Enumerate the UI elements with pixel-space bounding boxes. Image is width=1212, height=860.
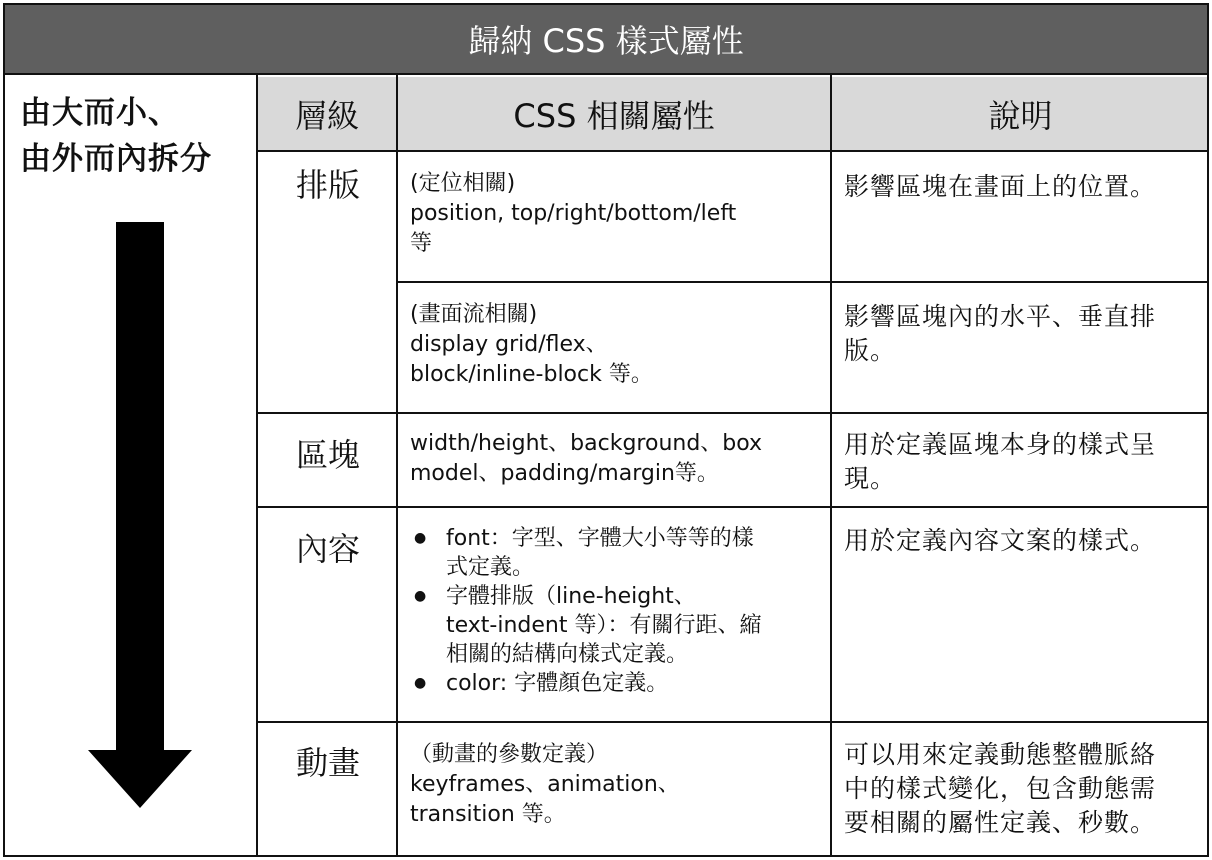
level-layout: 排版 xyxy=(295,166,360,204)
bullet-line: ● 字體排版（line-height、 xyxy=(446,584,696,609)
props-animation xyxy=(410,740,680,830)
props-content xyxy=(410,524,761,698)
bullet-item-font xyxy=(410,524,761,582)
table-title xyxy=(3,3,1209,75)
bullet-line: 相關的結構向樣式定義。 xyxy=(446,642,689,667)
row-divider xyxy=(256,506,1209,508)
header-level-text: 層級 xyxy=(294,97,359,135)
desc-line: 要相關的屬性定義、秒數。 xyxy=(844,808,1157,837)
row-divider xyxy=(256,412,1209,414)
row-divider xyxy=(396,281,1209,283)
content-bullet-list xyxy=(410,524,761,698)
desc-line: 中的樣式變化，包含動態需 xyxy=(844,774,1157,803)
desc-line: 用於定義區塊本身的樣式呈 xyxy=(844,430,1157,459)
table-title-text: 歸納 CSS 樣式屬性 xyxy=(468,22,744,60)
bullet-line: 式定義。 xyxy=(446,555,535,580)
desc-content xyxy=(844,524,1156,558)
props-line: model、padding/margin等。 xyxy=(410,461,719,486)
level-block: 區塊 xyxy=(295,436,360,474)
bullet-line: ● color: 字體顏色定義。 xyxy=(446,671,669,696)
header-props xyxy=(398,77,830,151)
props-line: transition 等。 xyxy=(410,802,566,827)
side-label xyxy=(20,90,212,182)
desc-line: 可以用來定義動態整體脈絡 xyxy=(844,740,1157,769)
desc-line: 影響區塊在畫面上的位置。 xyxy=(844,172,1157,201)
props-line: (定位相關) xyxy=(410,171,516,196)
down-arrow-icon xyxy=(88,222,192,810)
desc-position xyxy=(844,170,1156,204)
desc-line: 用於定義內容文案的樣式。 xyxy=(844,526,1157,555)
props-line: （動畫的參數定義） xyxy=(410,742,609,767)
props-block xyxy=(410,429,762,489)
props-line: position, top/right/bottom/left xyxy=(410,201,737,226)
props-line: block/inline-block 等。 xyxy=(410,362,653,387)
row-divider xyxy=(256,721,1209,723)
props-line: display grid/flex、 xyxy=(410,332,608,357)
column-divider xyxy=(830,75,832,857)
side-label-line: 由外而內拆分 xyxy=(20,141,212,177)
props-flow xyxy=(410,300,653,390)
desc-animation xyxy=(844,738,1156,840)
bullet-item-color xyxy=(410,669,761,698)
column-divider xyxy=(396,75,398,857)
props-line: keyframes、animation、 xyxy=(410,772,680,797)
props-position xyxy=(410,169,736,259)
header-desc xyxy=(832,77,1209,151)
props-line: width/height、background、box xyxy=(410,431,763,456)
props-line: 等 xyxy=(410,231,433,256)
props-line: (畫面流相關) xyxy=(410,302,538,327)
header-desc-text: 說明 xyxy=(988,97,1053,135)
desc-block xyxy=(844,428,1156,496)
level-content: 內容 xyxy=(295,530,360,568)
level-animation: 動畫 xyxy=(295,744,360,782)
bullet-line: text-indent 等）：有關行距、縮 xyxy=(446,613,762,638)
header-level xyxy=(258,77,396,151)
desc-flow xyxy=(844,300,1156,368)
desc-line: 影響區塊內的水平、垂直排 xyxy=(844,302,1157,331)
desc-line: 現。 xyxy=(844,464,897,493)
bullet-item-typography xyxy=(410,582,761,669)
column-divider xyxy=(256,75,258,857)
header-props-text: CSS 相關屬性 xyxy=(513,97,715,135)
bullet-line: ● font：字型、字體大小等等的樣 xyxy=(446,526,754,551)
desc-line: 版。 xyxy=(844,336,897,365)
side-label-line: 由大而小、 xyxy=(20,95,180,131)
